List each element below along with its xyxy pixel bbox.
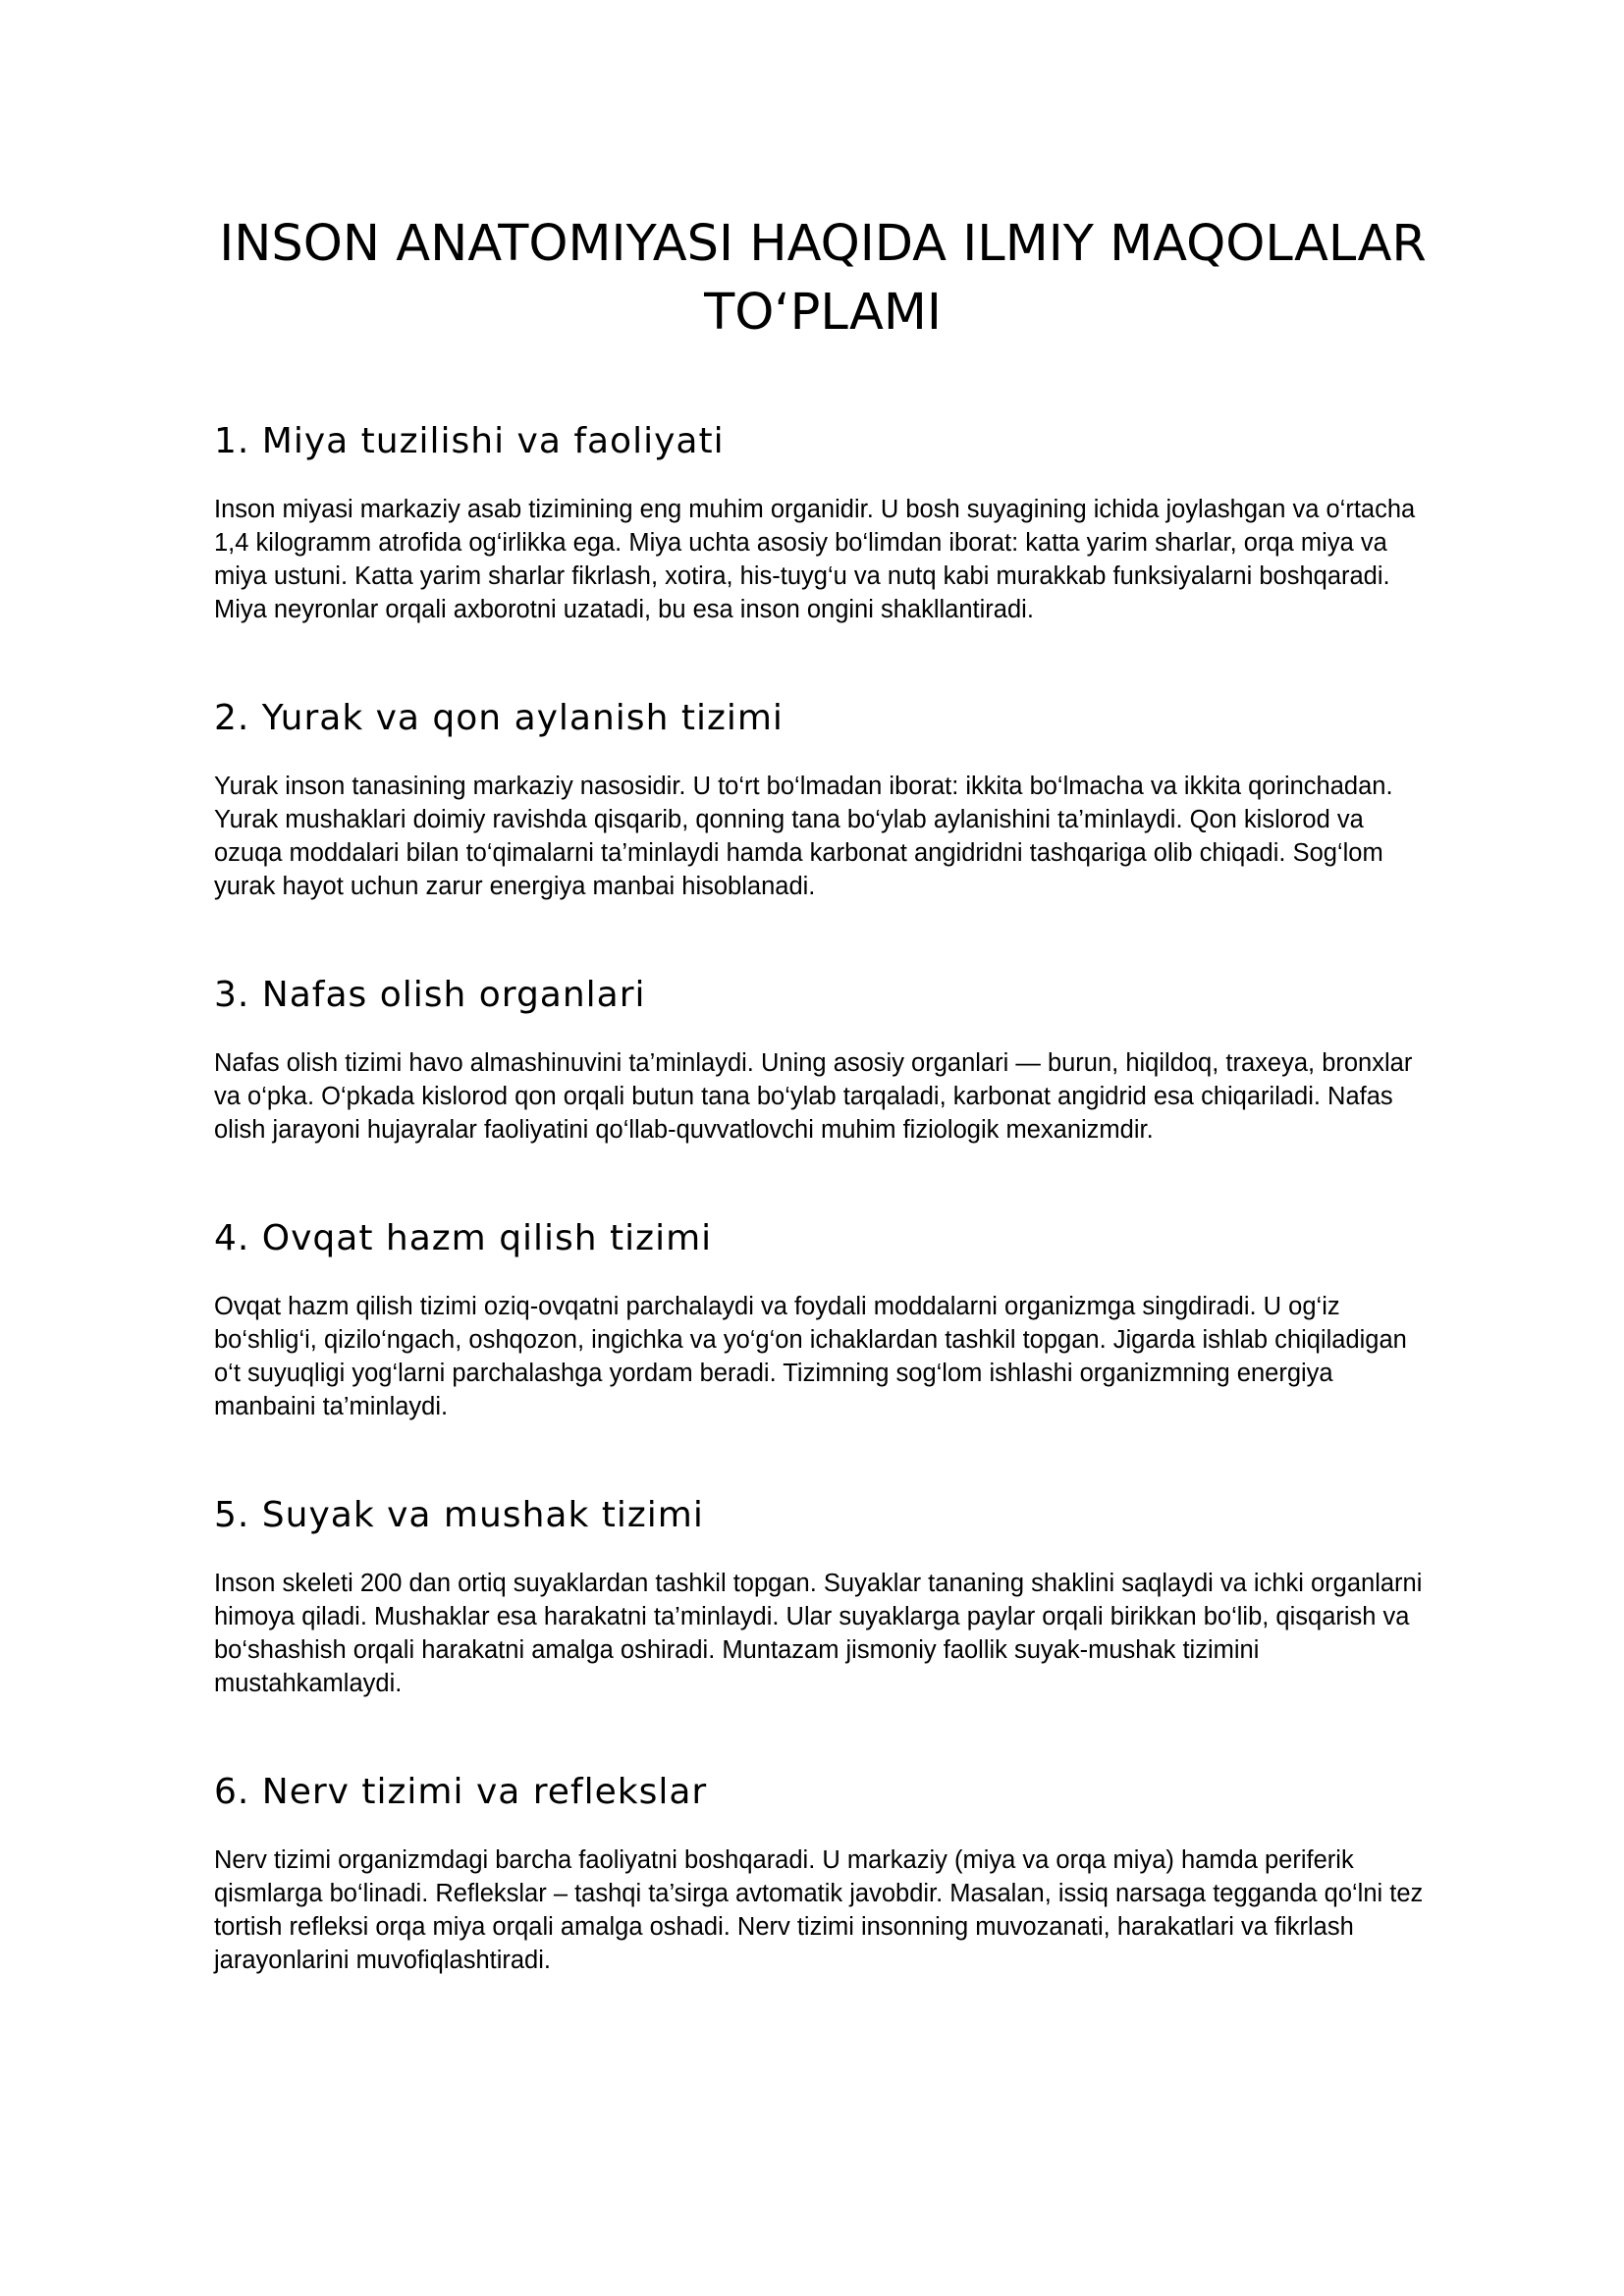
section-body: Inson skeleti 200 dan ortiq suyaklardan tashkil topgan. Suyaklar tananing shaklini saqlaydi va ichki organlarni himoya qiladi. Mushaklar esa harakatni ta’minlaydi. Ular suyaklarga paylar orqali birikkan bo‘lib, qisqarish va bo‘shashish orqali harakatni amalga oshiradi. Muntazam jismoniy faollik suyak-mushak tizimini mustahkamlaydi.: [214, 1570, 1423, 1697]
section-heading: 5. Suyak va mushak tizimi: [214, 1495, 704, 1535]
section-brain: [214, 420, 1432, 626]
document-title: INSON ANATOMIYASI HAQIDA ILMIY MAQOLALAR TO‘PLAMI: [219, 215, 1427, 342]
section-body: Nerv tizimi organizmdagi barcha faoliyatni boshqaradi. U markaziy (miya va orqa miya) hamda periferik qismlarga bo‘linadi. Reflekslar – tashqi ta’sirga avtomatik javobdir. Masalan, issiq narsaga tegganda qo‘lni tez tortish refleksi orqa miya orqali amalga oshadi. Nerv tizimi insonning muvozanati, harakatlari va fikrlash jarayonlarini muvofiqlashtiradi.: [214, 1846, 1424, 1974]
section-respiratory: [214, 974, 1432, 1147]
section-heading: 6. Nerv tizimi va reflekslar: [214, 1772, 708, 1812]
section-digestive: [214, 1217, 1432, 1423]
section-heading: 1. Miya tuzilishi va faoliyati: [214, 421, 725, 461]
section-body: Nafas olish tizimi havo almashinuvini ta’minlaydi. Uning asosiy organlari — burun, hiqildoq, traxeya, bronxlar va o‘pka. O‘pkada kislorod qon orqali butun tana bo‘ylab tarqaladi, karbonat angidrid esa chiqariladi. Nafas olish jarayoni hujayralar faoliyatini qo‘llab-quvvatlovchi muhim fiziologik mexanizmdir.: [214, 1049, 1413, 1144]
document-page: [214, 0, 1432, 2296]
section-heading: 4. Ovqat hazm qilish tizimi: [214, 1218, 713, 1258]
section-heading: 3. Nafas olish organlari: [214, 975, 646, 1015]
section-body: Inson miyasi markaziy asab tizimining eng muhim organidir. U bosh suyagining ichida joylashgan va o‘rtacha 1,4 kilogramm atrofida og‘irlikka ega. Miya uchta asosiy bo‘limdan iborat: katta yarim sharlar, orqa miya va miya ustuni. Katta yarim sharlar fikrlash, xotira, his-tuyg‘u va nutq kabi murakkab funksiyalarni boshqaradi. Miya neyronlar orqali axborotni uzatadi, bu esa inson ongini shakllantiradi.: [214, 496, 1416, 623]
section-body: Yurak inson tanasining markaziy nasosidir. U to‘rt bo‘lmadan iborat: ikkita bo‘lmacha va ikkita qorinchadan. Yurak mushaklari doimiy ravishda qisqarib, qonning tana bo‘ylab aylanishini ta’minlaydi. Qon kislorod va ozuqa moddalari bilan to‘qimalarni ta’minlaydi hamda karbonat angidridni tashqariga olib chiqadi. Sog‘lom yurak hayot uchun zarur energiya manbai hisoblanadi.: [214, 773, 1393, 900]
section-body: Ovqat hazm qilish tizimi oziq-ovqatni parchalaydi va foydali moddalarni organizmga singdiradi. U og‘iz bo‘shlig‘i, qizilo‘ngach, oshqozon, ingichka va yo‘g‘on ichaklardan tashkil topgan. Jigarda ishlab chiqiladigan o‘t suyuqligi yog‘larni parchalashga yordam beradi. Tizimning sog‘lom ishlashi organizmning energiya manbaini ta’minlaydi.: [214, 1293, 1407, 1420]
sections-container: [214, 420, 1432, 2048]
section-nervous: [214, 1771, 1432, 1977]
section-heart: [214, 697, 1432, 903]
section-musculoskeletal: [214, 1494, 1432, 1700]
section-heading: 2. Yurak va qon aylanish tizimi: [214, 698, 784, 738]
